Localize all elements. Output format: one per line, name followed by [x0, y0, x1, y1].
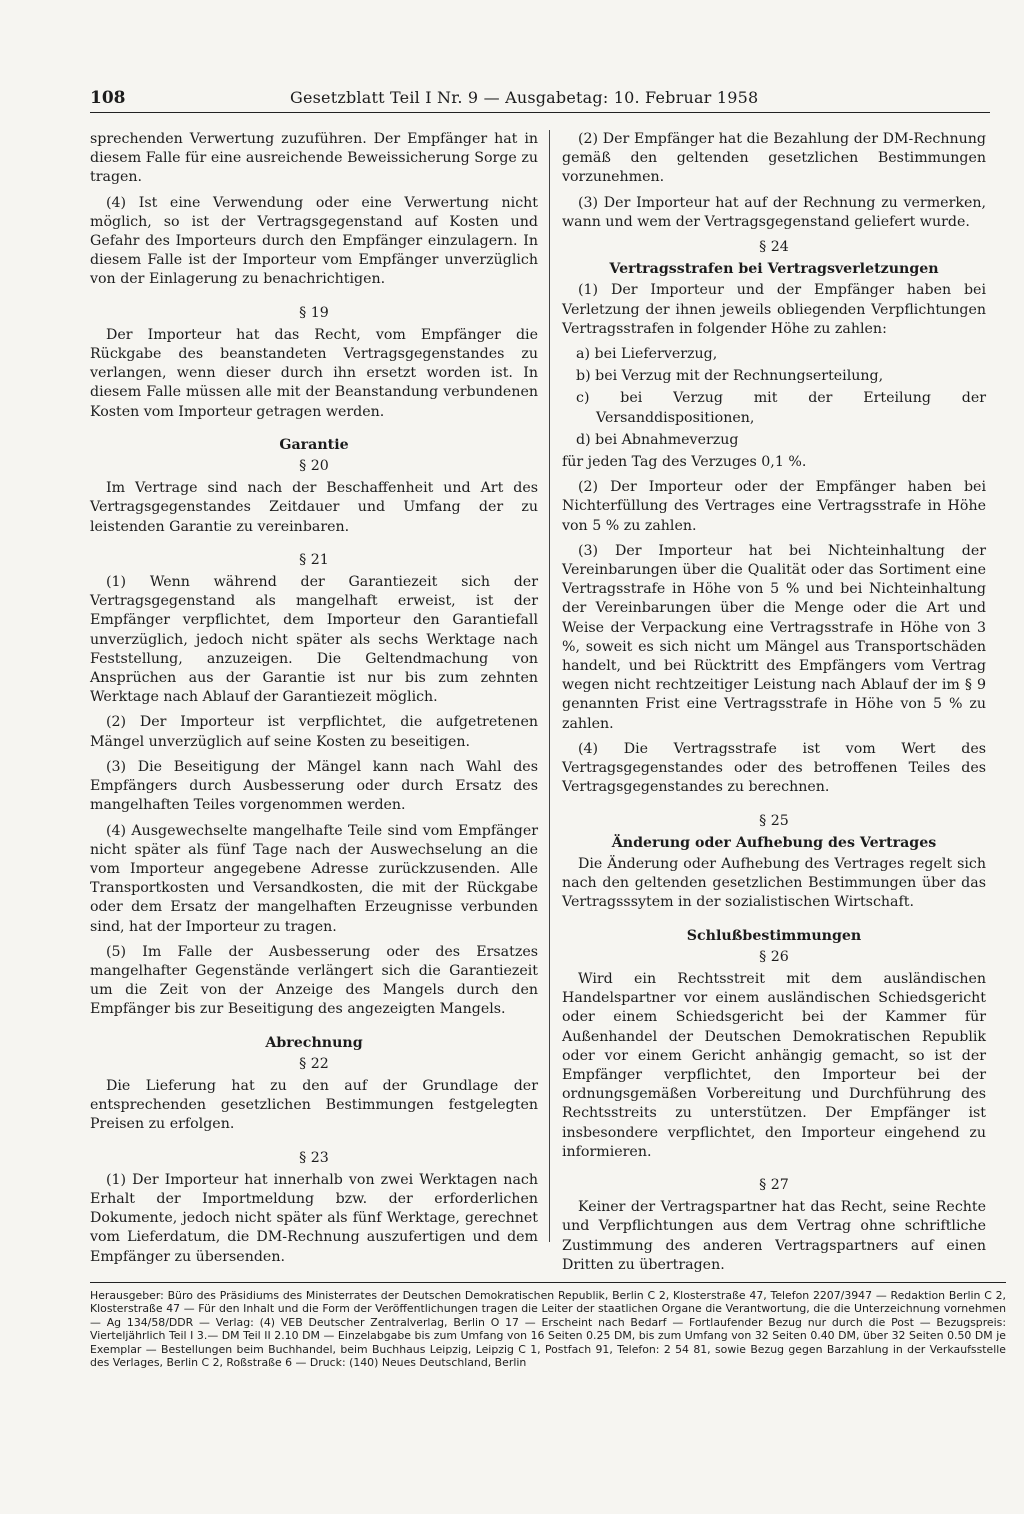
section-number: § 26	[759, 948, 789, 965]
paragraph: Im Vertrage sind nach der Beschaffenheit und Art des Vertragsgegenstandes Zeitdauer und Umfang der zu leistenden Garantie zu vereinbaren.	[90, 480, 538, 535]
list-item: a) bei Lieferverzug,	[576, 346, 718, 363]
section-number: § 22	[299, 1055, 329, 1072]
paragraph: für jeden Tag des Verzuges 0,1 %.	[562, 454, 807, 471]
running-title: Gesetzblatt Teil I Nr. 9 — Ausgabetag: 10. Februar 1958	[290, 88, 759, 107]
paragraph: Der Importeur hat das Recht, vom Empfänger die Rückgabe des beanstandeten Vertragsgegenstandes zu verlangen, wenn dieser durch ihn ersetzt worden ist. In diesem Falle müssen alle mit der Beanstandung verbundenen Kosten vom Importeur getragen werden.	[90, 326, 538, 420]
section-heading: Vertragsstrafen bei Vertragsverletzungen	[609, 261, 939, 278]
section-heading: Abrechnung	[265, 1034, 363, 1051]
paragraph: sprechenden Verwertung zuzuführen. Der Empfänger hat in diesem Falle für eine ausreichende Beweissicherung Sorge zu tragen.	[90, 131, 538, 186]
paragraph: Wird ein Rechtsstreit mit dem ausländischen Handelspartner vor einem ausländischen Schiedsgericht oder einem Schiedsgericht bei der Kammer für Außenhandel der Deutschen Demokratischen Republik oder vor einem Gericht anhängig gemacht, so ist der Empfänger verpflichtet, den Importeur bei der ordnungsgemäßen Vorbereitung und Durchführung des Rechtsstreits zu unterstützen. Der Empfänger ist insbesondere verpflichtet, den Importeur eingehend zu informieren.	[562, 970, 986, 1160]
paragraph: (4) Ist eine Verwendung oder eine Verwertung nicht möglich, so ist der Vertragsgegenstand auf Kosten und Gefahr des Importeurs durch den Empfänger einzulagern. In diesem Falle ist der Importeur vom Empfänger unverzüglich von der Einlagerung zu benachrichtigen.	[90, 194, 538, 288]
section-heading: Schlußbestimmungen	[686, 927, 862, 944]
paragraph: (1) Wenn während der Garantiezeit sich der Vertragsgegenstand als mangelhaft erweist, ist der Empfänger verpflichtet, dem Importeur den Garantiefall unverzüglich, jedoch nicht später als sechs Werktage nach Feststellung, anzuzeigen. Die Geltendmachung von Ansprüchen aus der Garantie ist nur bis zum zehnten Werktage nach Ablauf der Garantiezeit möglich.	[90, 574, 538, 706]
publisher-imprint: Herausgeber: Büro des Präsidiums des Ministerrates der Deutschen Demokratischen Republik, Berlin C 2, Klosterstraße 47, Telefon 2207/3947 — Redaktion Berlin C 2, Klosterstraße 47 — Für den Inhalt und die Form der Veröffentlichungen tragen die Leiter der staatlichen Organe die Verantwortung, die die Unterzeichnung vornehmen — Ag 134/58/DDR — Verlag: (4) VEB Deutscher Zentralverlag, Berlin O 17 — Erscheint nach Bedarf — Fortlaufender Bezug nur durch die Post — Bezugspreis: Vierteljährlich Teil I 3.— DM Teil II 2.10 DM — Einzelabgabe bis zum Umfang von 16 Seiten 0.25 DM, bis zum Umfang von 32 Seiten 0.40 DM, über 32 Seiten 0.50 DM je Exemplar — Bestellungen beim Buchhandel, beim Buchhaus Leipzig, Leipzig C 1, Postfach 91, Telefon: 2 54 81, sowie Bezug gegen Barzahlung in der Verkaufsstelle des Verlages, Berlin C 2, Roßstraße 6 — Druck: (140) Neues Deutschland, Berlin	[90, 1282, 1006, 1369]
section-number: § 27	[759, 1176, 789, 1193]
section-number: § 25	[759, 812, 789, 829]
paragraph: (5) Im Falle der Ausbesserung oder des Ersatzes mangelhafter Gegenstände verlängert sich die Garantiezeit um die Zeit von der Anzeige des Mangels durch den Empfänger bis zur Beseitigung des angezeigten Mangels.	[90, 943, 538, 1018]
list-item: b) bei Verzug mit der Rechnungserteilung,	[576, 368, 884, 385]
section-heading: Garantie	[279, 436, 349, 453]
section-number: § 21	[299, 551, 329, 568]
paragraph: (3) Der Importeur hat auf der Rechnung zu vermerken, wann und wem der Vertragsgegenstand geliefert wurde.	[562, 194, 986, 230]
paragraph: Die Änderung oder Aufhebung des Vertrages regelt sich nach den geltenden gesetzlichen Bestimmungen über das Vertragsssytem in der sozialistischen Wirtschaft.	[562, 855, 986, 911]
paragraph: (3) Der Importeur hat bei Nichteinhaltung der Vereinbarungen über die Qualität oder das Sortiment eine Vertragsstrafe in Höhe von 5 % und bei Nichteinhaltung der Vereinbarungen über die Menge oder die Art und Weise der Verpackung eine Vertragsstrafe in Höhe von 3 %, soweit es sich nicht um Mängel aus Transportschäden handelt, und bei Rücktritt des Empfängers vom Vertrag wegen nicht rechtzeitiger Leistung nach Ablauf der im § 9 genannten Frist eine Vertragsstrafe in Höhe von 5 % zu zahlen.	[562, 542, 986, 732]
page-header	[90, 86, 990, 113]
paragraph: (2) Der Empfänger hat die Bezahlung der DM-Rechnung gemäß den geltenden gesetzlichen Bestimmungen vorzunehmen.	[562, 131, 986, 186]
paragraph: (2) Der Importeur oder der Empfänger haben bei Nichterfüllung des Vertrages eine Vertragsstrafe in Höhe von 5 % zu zahlen.	[562, 479, 986, 534]
left-column	[90, 130, 538, 1273]
paragraph: Die Lieferung hat zu den auf der Grundlage der entsprechenden gesetzlichen Bestimmungen festgelegten Preisen zu erfolgen.	[90, 1077, 538, 1133]
list-item: d) bei Abnahmeverzug	[576, 431, 739, 448]
paragraph: (2) Der Importeur ist verpflichtet, die aufgetretenen Mängel unverzüglich auf seine Kosten zu beseitigen.	[90, 714, 538, 750]
paragraph: (4) Ausgewechselte mangelhafte Teile sind vom Empfänger nicht später als fünf Tage nach der Auswechselung an die vom Importeur angegebene Adresse zurückzusenden. Alle Transportkosten und Versandkosten, die mit der Rückgabe oder dem Ersatz der mangelhaften Erzeugnisse verbunden sind, hat der Importeur zu tragen.	[90, 822, 538, 935]
paragraph: (3) Die Beseitigung der Mängel kann nach Wahl des Empfängers durch Ausbesserung oder durch Ersatz des mangelhaften Teiles vorgenommen werden.	[90, 758, 538, 814]
list-item: c) bei Verzug mit der Erteilung der Versanddispositionen,	[576, 390, 986, 426]
paragraph: Keiner der Vertragspartner hat das Recht, seine Rechte und Verpflichtungen aus dem Vertrag ohne schriftliche Zustimmung des anderen Vertragspartners auf einen Dritten zu übertragen.	[562, 1199, 986, 1273]
section-heading: Änderung oder Aufhebung des Vertrages	[611, 834, 937, 851]
section-number: § 19	[299, 304, 329, 321]
paragraph: (1) Der Importeur hat innerhalb von zwei Werktagen nach Erhalt der Importmeldung bzw. der erforderlichen Dokumente, jedoch nicht später als fünf Werktage, gerechnet vom Lieferdatum, die DM-Rechnung auszufertigen und dem Empfänger zu übersenden.	[90, 1171, 538, 1265]
paragraph: (1) Der Importeur und der Empfänger haben bei Verletzung der ihnen jeweils obliegenden Verpflichtungen Vertragsstrafen in folgender Höhe zu zahlen:	[562, 282, 986, 337]
page-number: 108	[90, 88, 126, 108]
right-column	[562, 130, 986, 1281]
section-number: § 20	[299, 458, 329, 475]
column-divider	[549, 130, 550, 1242]
section-number: § 24	[759, 239, 789, 256]
section-number: § 23	[299, 1149, 329, 1166]
paragraph: (4) Die Vertragsstrafe ist vom Wert des Vertragsgegenstandes oder des betroffenen Teiles des Vertragsgegenstandes zu berechnen.	[562, 740, 986, 796]
